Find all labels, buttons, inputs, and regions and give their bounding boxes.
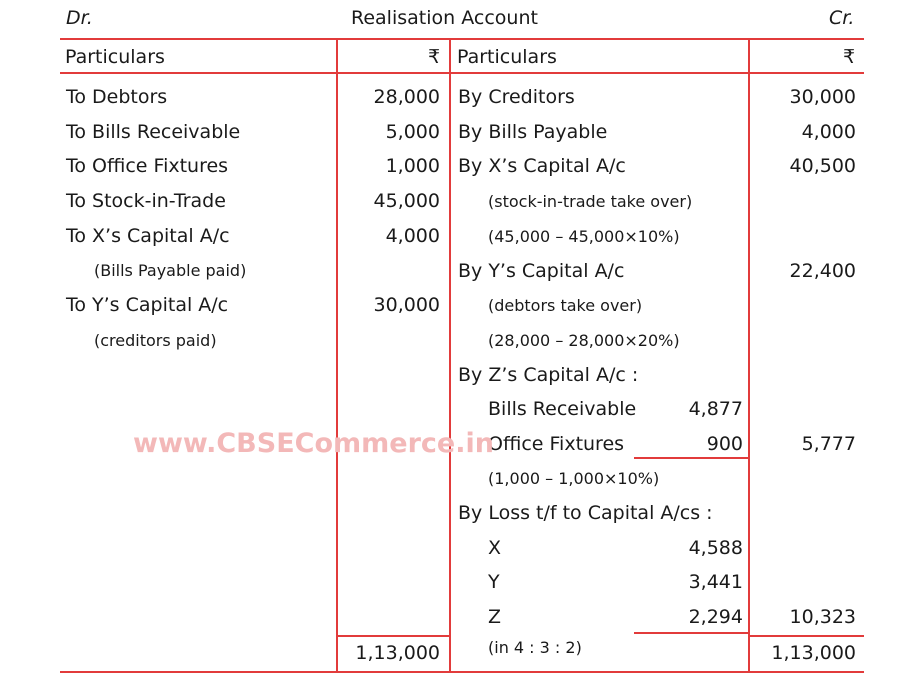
- header-bottom-rule: [60, 72, 864, 74]
- credit-amount-loss: 10,323: [789, 606, 856, 628]
- z-subtotal-rule: [634, 457, 748, 459]
- table-bottom-rule: [60, 671, 864, 673]
- debit-note-x-capital: (Bills Payable paid): [94, 261, 247, 280]
- debit-amount-stock: 45,000: [373, 190, 440, 212]
- credit-amount-x-capital: 40,500: [789, 155, 856, 177]
- credit-total: 1,13,000: [771, 642, 856, 664]
- table-top-rule: [60, 38, 864, 40]
- debit-label-stock: To Stock-in-Trade: [66, 190, 226, 212]
- left-amount-divider: [336, 38, 338, 673]
- loss-item-amount-y: 3,441: [688, 571, 743, 593]
- loss-item-amount-z: 2,294: [688, 606, 743, 628]
- z-item-amount-bills-receivable: 4,877: [688, 398, 743, 420]
- credit-note-x-capital-1: (stock-in-trade take over): [488, 192, 693, 211]
- credit-label-z-capital: By Z’s Capital A/c :: [458, 364, 639, 386]
- dr-label: Dr.: [66, 7, 93, 29]
- debit-label-office-fixtures: To Office Fixtures: [66, 155, 229, 177]
- account-title: Realisation Account: [351, 7, 538, 29]
- debit-label-x-capital: To X’s Capital A/c: [66, 225, 230, 247]
- loss-item-label-z: Z: [488, 606, 502, 628]
- credit-label-x-capital: By X’s Capital A/c: [458, 155, 626, 177]
- credit-note-y-capital-1: (debtors take over): [488, 296, 643, 315]
- debit-amount-x-capital: 4,000: [385, 225, 440, 247]
- z-item-amount-office-fixtures: 900: [706, 433, 743, 455]
- credit-amount-creditors: 30,000: [789, 86, 856, 108]
- credit-amount-z-capital: 5,777: [801, 433, 856, 455]
- particulars-header-left: Particulars: [65, 46, 165, 68]
- debit-label-y-capital: To Y’s Capital A/c: [66, 294, 229, 316]
- credit-label-bills-payable: By Bills Payable: [458, 121, 608, 143]
- credit-note-x-capital-2: (45,000 – 45,000×10%): [488, 227, 680, 246]
- debit-amount-debtors: 28,000: [373, 86, 440, 108]
- debit-amount-y-capital: 30,000: [373, 294, 440, 316]
- cr-label: Cr.: [829, 7, 855, 29]
- credit-label-y-capital: By Y’s Capital A/c: [458, 260, 625, 282]
- debit-amount-office-fixtures: 1,000: [385, 155, 440, 177]
- rupee-header-left: ₹: [428, 46, 441, 68]
- credit-label-loss: By Loss t/f to Capital A/cs :: [458, 502, 713, 524]
- z-item-label-bills-receivable: Bills Receivable: [488, 398, 637, 420]
- particulars-header-right: Particulars: [457, 46, 557, 68]
- credit-amount-bills-payable: 4,000: [801, 121, 856, 143]
- credit-total-rule: [749, 635, 864, 637]
- loss-item-label-x: X: [488, 537, 502, 559]
- debit-total-rule: [337, 635, 450, 637]
- credit-note-z-capital: (1,000 – 1,000×10%): [488, 469, 660, 488]
- debit-label-debtors: To Debtors: [66, 86, 168, 108]
- loss-item-label-y: Y: [488, 571, 500, 593]
- credit-note-y-capital-2: (28,000 – 28,000×20%): [488, 331, 680, 350]
- debit-note-y-capital: (creditors paid): [94, 331, 217, 350]
- watermark-text: www.CBSECommerce.in: [133, 428, 494, 459]
- center-divider: [449, 38, 451, 673]
- right-amount-divider: [748, 38, 750, 673]
- debit-total: 1,13,000: [355, 642, 440, 664]
- credit-label-creditors: By Creditors: [458, 86, 575, 108]
- credit-amount-y-capital: 22,400: [789, 260, 856, 282]
- loss-subtotal-rule: [634, 632, 748, 634]
- z-item-label-office-fixtures: Office Fixtures: [488, 433, 625, 455]
- loss-item-amount-x: 4,588: [688, 537, 743, 559]
- debit-label-bills-receivable: To Bills Receivable: [66, 121, 241, 143]
- credit-note-loss-ratio: (in 4 : 3 : 2): [488, 638, 582, 657]
- debit-amount-bills-receivable: 5,000: [385, 121, 440, 143]
- rupee-header-right: ₹: [843, 46, 856, 68]
